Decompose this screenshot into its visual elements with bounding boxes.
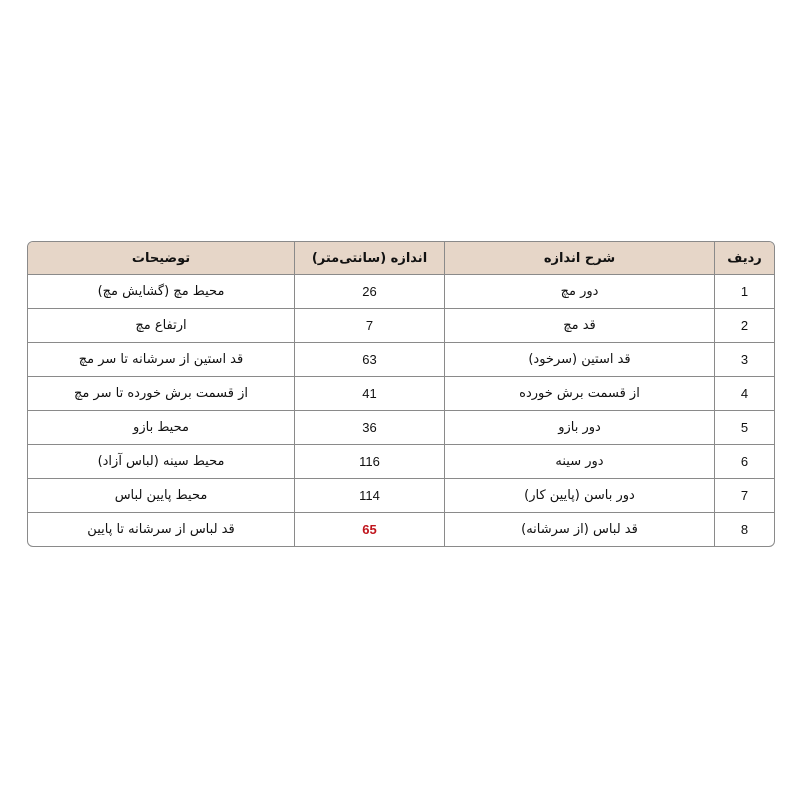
table-row	[28, 275, 774, 309]
table-header-row	[28, 242, 774, 275]
table-row	[28, 513, 774, 546]
row-size-highlighted: 65	[294, 513, 444, 546]
header-row-number: ردیف	[714, 242, 774, 275]
row-description: قد استین (سرخود)	[444, 343, 714, 377]
row-number: 8	[714, 513, 774, 546]
row-size: 114	[294, 479, 444, 513]
row-notes: قد لباس از سرشانه تا پایین	[87, 522, 235, 537]
row-size: 63	[294, 343, 444, 377]
table-row	[28, 411, 774, 445]
row-description: قد مچ	[444, 309, 714, 343]
row-number: 7	[714, 479, 774, 513]
table-row	[28, 377, 774, 411]
size-chart-table	[27, 241, 775, 547]
table-row	[28, 309, 774, 343]
header-size: اندازه (سانتی‌متر)	[294, 242, 444, 275]
row-number: 2	[714, 309, 774, 343]
row-description: از قسمت برش خورده	[444, 377, 714, 411]
row-size: 7	[294, 309, 444, 343]
row-number: 3	[714, 343, 774, 377]
row-number: 6	[714, 445, 774, 479]
row-number: 4	[714, 377, 774, 411]
table-row	[28, 343, 774, 377]
row-description: دور مچ	[444, 275, 714, 309]
table-row	[28, 479, 774, 513]
row-notes: قد استین از سرشانه تا سر مچ	[28, 343, 294, 377]
row-size: 36	[294, 411, 444, 445]
row-description: دور بازو	[444, 411, 714, 445]
row-description: دور سینه	[444, 445, 714, 479]
row-description: دور باسن (پایین کار)	[444, 479, 714, 513]
row-number: 1	[714, 275, 774, 309]
row-notes: از قسمت برش خورده تا سر مچ	[28, 377, 294, 411]
header-description: شرح اندازه	[444, 242, 714, 275]
row-notes: محیط سینه (لباس آزاد)	[28, 445, 294, 479]
header-notes: توضیحات	[28, 242, 294, 275]
row-number: 5	[714, 411, 774, 445]
row-notes: محیط مچ (گشایش مچ)	[28, 275, 294, 309]
row-size: 41	[294, 377, 444, 411]
row-description: قد لباس (از سرشانه)	[444, 513, 714, 546]
table-row	[28, 445, 774, 479]
row-notes: محیط پایین لباس	[28, 479, 294, 513]
row-notes: محیط بازو	[28, 411, 294, 445]
row-size: 26	[294, 275, 444, 309]
row-notes: ارتفاع مچ	[28, 309, 294, 343]
row-size: 116	[294, 445, 444, 479]
